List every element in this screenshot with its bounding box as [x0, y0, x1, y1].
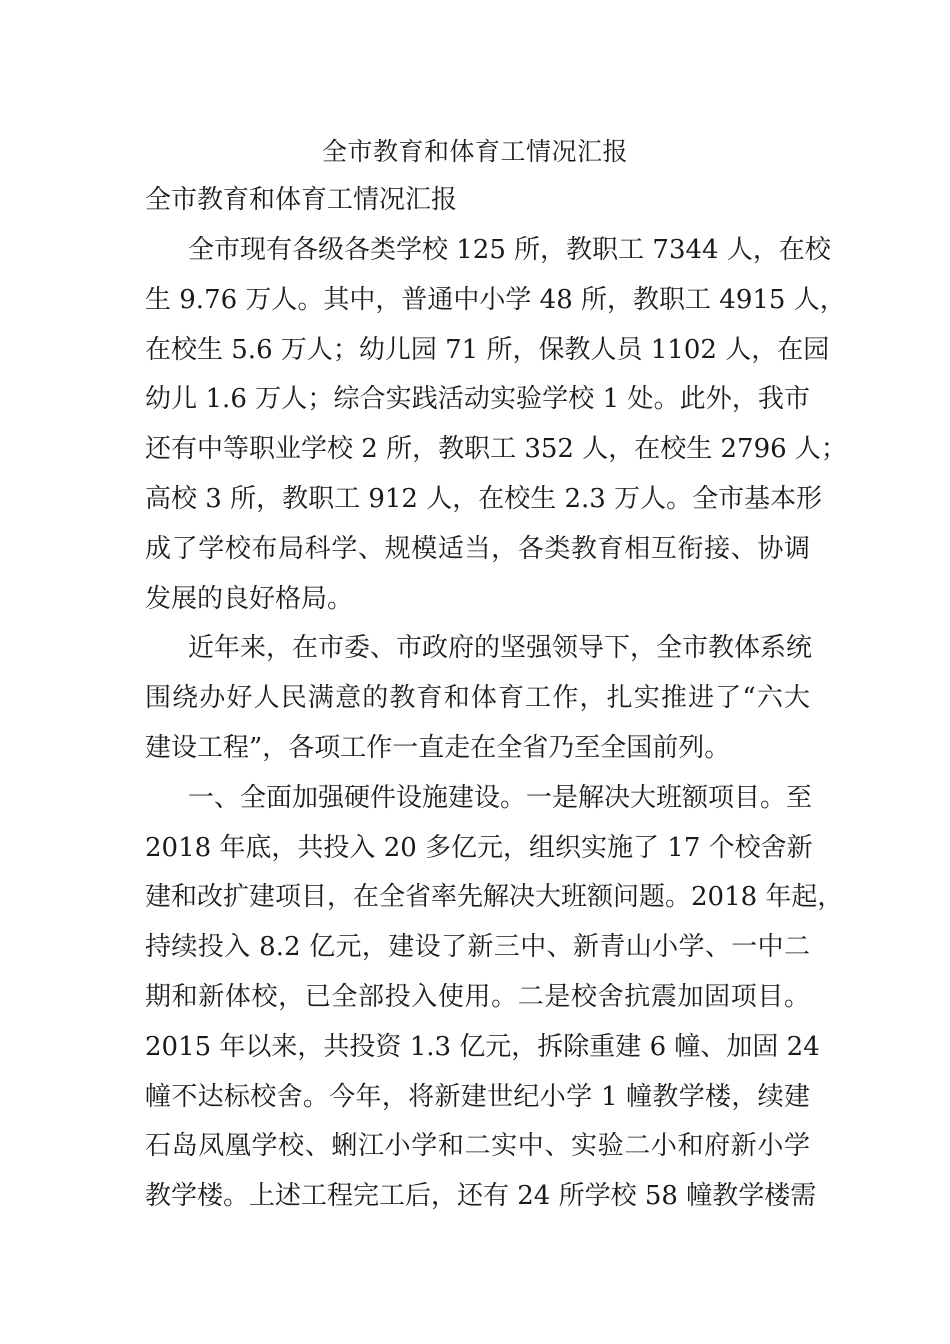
paragraph-line: 2018 年底，共投入 20 多亿元，组织实施了 17 个校舍新 — [145, 832, 813, 863]
paragraph-line: 石岛凤凰学校、蜊江小学和二实中、实验二小和府新小学 — [145, 1131, 810, 1162]
paragraph-line: 幢不达标校舍。今年，将新建世纪小学 1 幢教学楼，续建 — [145, 1081, 810, 1112]
paragraph-line: 2015 年以来，共投资 1.3 亿元，拆除重建 6 幢、加固 24 — [145, 1031, 820, 1062]
document-title: 全市教育和体育工情况汇报 — [321, 137, 628, 166]
paragraph-line: 在校生 5.6 万人；幼儿园 71 所，保教人员 1102 人，在园 — [145, 334, 830, 365]
paragraph-line: 持续投入 8.2 亿元，建设了新三中、新青山小学、一中二 — [145, 932, 810, 963]
paragraph-line: 成了学校布局科学、规模适当，各类教育相互衔接、协调 — [145, 533, 810, 564]
paragraph-line: 生 9.76 万人。其中，普通中小学 48 所，教职工 4915 人， — [145, 284, 846, 315]
paragraph-line: 期和新体校，已全部投入使用。二是校舍抗震加固项目。 — [145, 982, 810, 1012]
document-subtitle: 全市教育和体育工情况汇报 — [145, 185, 458, 215]
paragraph-line: 高校 3 所，教职工 912 人，在校生 2.3 万人。全市基本形 — [145, 484, 823, 514]
paragraph-line: 教学楼。上述工程完工后，还有 24 所学校 58 幢教学楼需 — [145, 1181, 817, 1212]
paragraph-line: 建和改扩建项目，在全省率先解决大班额问题。2018 年起， — [145, 882, 844, 913]
paragraph-line: 建设工程”，各项工作一直走在全省乃至全国前列。 — [145, 733, 731, 763]
paragraph-line: 围绕办好人民满意的教育和体育工作，扎实推进了“六大 — [145, 683, 810, 714]
paragraph-line: 发展的良好格局。 — [145, 583, 354, 614]
paragraph-line: 近年来，在市委、市政府的坚强领导下，全市教体系统 — [188, 633, 813, 664]
paragraph-line: 幼儿 1.6 万人；综合实践活动实验学校 1 处。此外，我市 — [145, 384, 810, 415]
paragraph-line: 还有中等职业学校 2 所，教职工 352 人，在校生 2796 人； — [145, 434, 847, 465]
paragraph-line: 全市现有各级各类学校 125 所，教职工 7344 人，在校 — [188, 235, 831, 265]
paragraph-line: 一、全面加强硬件设施建设。一是解决大班额项目。至 — [188, 782, 813, 813]
